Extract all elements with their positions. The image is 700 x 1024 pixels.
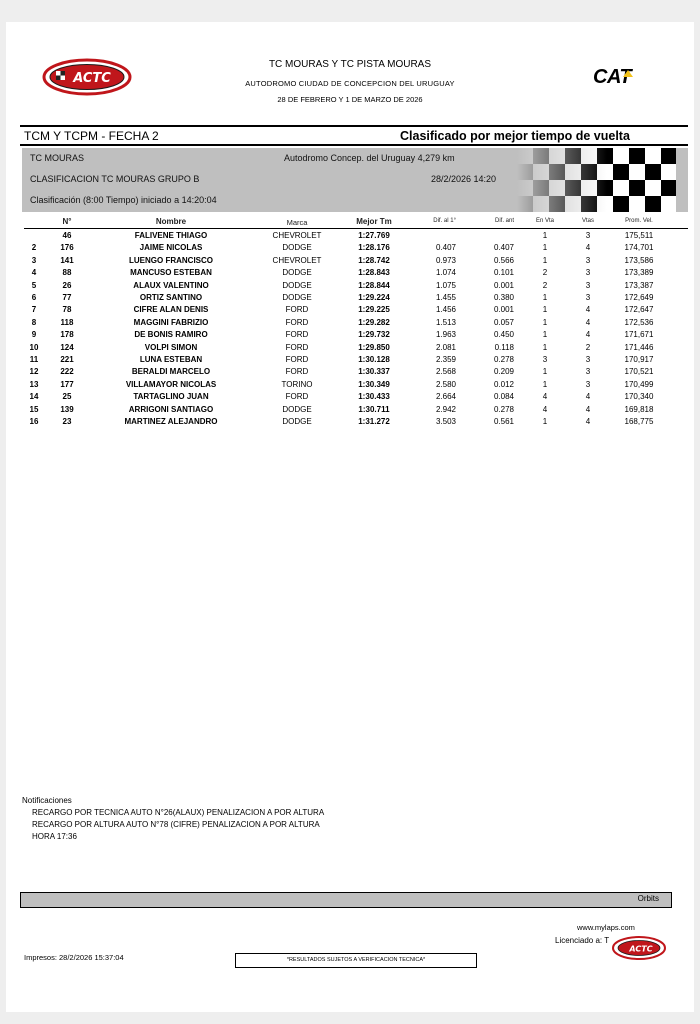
cell-name: TARTAGLINO JUAN <box>133 392 209 402</box>
venue: AUTODROMO CIUDAD DE CONCEPCION DEL URUGUAY <box>245 79 455 88</box>
cell-vtas: 3 <box>585 367 591 377</box>
table-row <box>6 268 694 280</box>
cell-dif1: 1.513 <box>435 317 456 327</box>
cell-pos: 8 <box>31 317 37 327</box>
cell-name: MARTINEZ ALEJANDRO <box>124 417 218 426</box>
cell-num: 25 <box>62 392 72 402</box>
svg-text:ACTC: ACTC <box>629 944 653 954</box>
cell-envta: 1 <box>542 417 548 426</box>
cell-difant: 0.407 <box>493 243 514 253</box>
cell-prom: 173,389 <box>624 268 654 278</box>
cell-name: FALIVENE THIAGO <box>134 231 208 240</box>
cell-vtas: 4 <box>585 330 591 340</box>
cell-prom: 175,511 <box>624 231 654 240</box>
licensed-to: Licenciado a: T <box>555 936 610 945</box>
cell-marca: DODGE <box>282 280 312 290</box>
cell-pos: 10 <box>29 342 39 352</box>
cell-marca: DODGE <box>282 293 312 302</box>
cell-num: 23 <box>62 417 72 426</box>
cell-dif1: 2.359 <box>435 355 456 364</box>
cell-pos: 3 <box>31 255 37 265</box>
cell-dif1: 1.963 <box>435 330 456 340</box>
cell-difant: 0.561 <box>493 417 514 426</box>
printed-timestamp: Impresos: 28/2/2026 15:37:04 <box>24 953 124 962</box>
cell-num: 118 <box>60 317 74 327</box>
cell-marca: CHEVROLET <box>272 255 322 265</box>
table-row <box>6 380 694 392</box>
table-row <box>6 417 694 429</box>
cell-marca: CHEVROLET <box>272 231 322 240</box>
cell-mejor: 1:30.711 <box>358 404 390 414</box>
cell-name: LUENGO FRANCISCO <box>129 255 213 265</box>
cell-dif1: 2.664 <box>435 392 456 402</box>
classification-type: Clasificado por mejor tiempo de vuelta <box>400 129 630 143</box>
col-dif1: Dif. al 1° <box>433 218 456 224</box>
cell-mejor: 1:30.349 <box>358 379 390 389</box>
cell-marca: FORD <box>285 355 309 364</box>
cell-dif1: 3.503 <box>435 417 456 426</box>
cell-mejor: 1:29.850 <box>358 342 390 352</box>
cell-vtas: 4 <box>585 317 591 327</box>
notification-line: RECARGO POR ALTURA AUTO N°78 (CIFRE) PENALIZACION A POR ALTURA <box>32 820 320 829</box>
cell-vtas: 2 <box>585 342 591 352</box>
table-row <box>6 293 694 305</box>
cell-prom: 168,775 <box>624 417 654 426</box>
cell-vtas: 3 <box>585 293 591 302</box>
cell-prom: 169,818 <box>624 404 654 414</box>
table-row <box>6 281 694 293</box>
cell-dif1: 1.074 <box>435 268 456 278</box>
cell-envta: 4 <box>542 404 548 414</box>
cell-mejor: 1:28.742 <box>358 255 390 265</box>
cell-dif1: 2.580 <box>435 379 456 389</box>
col-prom: Prom. Vel. <box>625 218 653 224</box>
cell-dif1: 2.942 <box>435 404 456 414</box>
cell-num: 178 <box>60 330 74 340</box>
svg-text:ACTC: ACTC <box>73 71 111 86</box>
session-title: TCM Y TCPM - FECHA 2 <box>24 129 159 143</box>
col-vtas: Vtas <box>581 218 594 224</box>
cell-vtas: 3 <box>585 231 591 240</box>
cell-marca: FORD <box>285 342 309 352</box>
disclaimer-box: *RESULTADOS SUJETOS A VERIFICACION TECNICA* <box>235 953 477 968</box>
cell-mejor: 1:29.732 <box>358 330 390 340</box>
cell-pos: 7 <box>31 305 37 315</box>
cell-envta: 3 <box>542 355 548 364</box>
cell-envta: 1 <box>542 342 548 352</box>
cell-prom: 174,701 <box>624 243 654 253</box>
cell-vtas: 3 <box>585 355 591 364</box>
cell-name: JAIME NICOLAS <box>139 243 203 253</box>
cell-marca: DODGE <box>282 404 312 414</box>
cell-num: 88 <box>62 268 72 278</box>
cell-name: MAGGINI FABRIZIO <box>133 317 209 327</box>
cell-prom: 170,499 <box>624 379 654 389</box>
cell-envta: 1 <box>542 305 548 315</box>
category-label: TC MOURAS <box>30 153 84 163</box>
cell-marca: TORINO <box>281 379 313 389</box>
cell-difant: 0.001 <box>493 305 514 315</box>
cell-mejor: 1:30.128 <box>358 355 390 364</box>
cell-num: 177 <box>60 379 74 389</box>
cell-prom: 170,917 <box>624 355 654 364</box>
cell-vtas: 4 <box>585 417 591 426</box>
cell-prom: 172,536 <box>624 317 654 327</box>
cell-num: 26 <box>62 280 72 290</box>
table-row <box>6 318 694 330</box>
event-title: TC MOURAS Y TC PISTA MOURAS <box>268 59 432 70</box>
cell-dif1: 2.081 <box>435 342 456 352</box>
col-num: N° <box>62 217 72 226</box>
cell-num: 77 <box>62 293 72 302</box>
col-marca: Marca <box>286 218 308 227</box>
cell-envta: 1 <box>542 255 548 265</box>
cell-name: MANCUSO ESTEBAN <box>130 268 212 278</box>
cell-name: VOLPI SIMON <box>144 342 198 352</box>
col-name: Nombre <box>155 217 187 226</box>
cell-pos: 12 <box>29 367 39 377</box>
col-mejor: Mejor Tm <box>356 217 392 226</box>
cell-num: 139 <box>60 404 74 414</box>
cell-vtas: 4 <box>585 305 591 315</box>
cell-mejor: 1:29.282 <box>358 317 390 327</box>
cell-mejor: 1:28.844 <box>358 280 390 290</box>
cell-prom: 170,521 <box>624 367 654 377</box>
cell-num: 141 <box>60 255 74 265</box>
session-datetime: 28/2/2026 14:20 <box>431 174 497 184</box>
col-envta: En Vta <box>535 218 554 224</box>
cell-vtas: 3 <box>585 280 591 290</box>
cell-mejor: 1:30.337 <box>358 367 390 377</box>
cell-difant: 0.012 <box>493 379 514 389</box>
cell-name: LUNA ESTEBAN <box>139 355 203 364</box>
checkered-flag-graphic <box>517 148 676 212</box>
cell-name: ORTIZ SANTINO <box>139 293 203 302</box>
cell-mejor: 1:27.769 <box>358 231 390 240</box>
cell-pos: 6 <box>31 293 37 302</box>
cell-difant: 0.118 <box>494 342 514 352</box>
cell-vtas: 4 <box>585 392 591 402</box>
table-row <box>6 343 694 355</box>
cell-pos: 13 <box>29 379 39 389</box>
header-rule <box>24 228 688 229</box>
cat-logo: CAT <box>593 66 632 88</box>
cell-envta: 4 <box>542 392 548 402</box>
cell-difant: 0.001 <box>493 280 514 290</box>
cell-name: CIFRE ALAN DENIS <box>133 305 209 315</box>
cell-pos: 9 <box>31 330 37 340</box>
cell-name: ALAUX VALENTINO <box>133 280 209 290</box>
cell-envta: 1 <box>542 317 548 327</box>
cell-envta: 2 <box>542 280 548 290</box>
cell-marca: FORD <box>285 392 309 402</box>
cell-envta: 1 <box>542 367 548 377</box>
cell-pos: 16 <box>29 417 39 426</box>
cell-num: 46 <box>62 231 72 240</box>
cell-difant: 0.278 <box>493 355 514 364</box>
cell-prom: 173,586 <box>624 255 654 265</box>
cell-name: ARRIGONI SANTIAGO <box>128 404 214 414</box>
cell-mejor: 1:31.272 <box>358 417 390 426</box>
cell-difant: 0.278 <box>493 404 514 414</box>
results-page <box>6 22 694 1012</box>
cell-prom: 173,387 <box>624 280 654 290</box>
cell-envta: 1 <box>542 379 548 389</box>
cell-mejor: 1:28.843 <box>358 268 390 278</box>
cell-dif1: 0.973 <box>435 255 456 265</box>
cell-pos: 2 <box>31 243 37 253</box>
cell-difant: 0.209 <box>493 367 514 377</box>
cell-difant: 0.380 <box>493 293 514 302</box>
notification-line: HORA 17:36 <box>32 832 77 841</box>
cat-logo-triangle <box>623 70 633 77</box>
cell-vtas: 3 <box>585 379 591 389</box>
table-row <box>6 355 694 367</box>
cell-marca: DODGE <box>282 417 312 426</box>
table-row <box>6 305 694 317</box>
cell-pos: 15 <box>29 404 39 414</box>
cell-prom: 172,647 <box>624 305 654 315</box>
title-top-rule <box>20 125 688 127</box>
cell-mejor: 1:29.224 <box>358 293 390 302</box>
table-row <box>6 367 694 379</box>
cell-dif1: 0.407 <box>435 243 456 253</box>
cell-difant: 0.566 <box>493 255 514 265</box>
table-row <box>6 256 694 268</box>
cell-marca: FORD <box>285 367 309 377</box>
cell-vtas: 3 <box>585 255 591 265</box>
cell-dif1: 1.456 <box>435 305 456 315</box>
actc-logo-small <box>612 936 666 960</box>
cell-prom: 171,671 <box>624 330 654 340</box>
session-info: Clasificación (8:00 Tiempo) iniciado a 14:20:04 <box>30 195 217 205</box>
cell-dif1: 2.568 <box>435 367 456 377</box>
cell-marca: FORD <box>285 317 309 327</box>
cell-mejor: 1:30.433 <box>358 392 390 402</box>
table-row <box>6 392 694 404</box>
table-row <box>6 405 694 417</box>
orbits-label: Orbits <box>637 894 659 903</box>
cell-marca: FORD <box>285 305 309 315</box>
cell-vtas: 3 <box>585 268 591 278</box>
cell-difant: 0.057 <box>493 317 514 327</box>
col-difant: Dif. ant <box>494 218 514 224</box>
cell-marca: FORD <box>285 330 309 340</box>
circuit-label: Autodromo Concep. del Uruguay 4,279 km <box>284 153 455 163</box>
table-row <box>6 243 694 255</box>
event-dates: 28 DE FEBRERO Y 1 DE MARZO DE 2026 <box>277 95 423 104</box>
cell-pos: 11 <box>29 355 39 364</box>
cell-pos: 14 <box>29 392 39 402</box>
cell-prom: 172,649 <box>624 293 654 302</box>
cell-name: BERALDI MARCELO <box>131 367 211 377</box>
cell-envta: 1 <box>542 330 548 340</box>
cell-num: 124 <box>60 342 74 352</box>
mylaps-link[interactable]: www.mylaps.com <box>577 923 635 932</box>
cell-mejor: 1:29.225 <box>358 305 390 315</box>
cell-envta: 1 <box>542 243 548 253</box>
cell-prom: 170,340 <box>624 392 654 402</box>
cell-marca: DODGE <box>282 243 312 253</box>
cell-num: 221 <box>60 355 74 364</box>
cell-name: DE BONIS RAMIRO <box>134 330 208 340</box>
cell-pos: 4 <box>31 268 37 278</box>
cell-envta: 2 <box>542 268 548 278</box>
cell-envta: 1 <box>542 293 548 302</box>
cell-name: VILLAMAYOR NICOLAS <box>125 379 217 389</box>
cell-num: 176 <box>60 243 74 253</box>
cell-num: 78 <box>62 305 72 315</box>
cell-difant: 0.084 <box>493 392 514 402</box>
cell-num: 222 <box>60 367 74 377</box>
cell-mejor: 1:28.176 <box>358 243 390 253</box>
cell-envta: 1 <box>542 231 548 240</box>
cell-marca: DODGE <box>282 268 312 278</box>
notification-line: RECARGO POR TECNICA AUTO N°26(ALAUX) PENALIZACION A POR ALTURA <box>32 808 325 817</box>
orbits-bar <box>20 892 672 908</box>
cell-vtas: 4 <box>585 404 591 414</box>
cell-vtas: 4 <box>585 243 591 253</box>
cell-dif1: 1.075 <box>435 280 456 290</box>
group-label: CLASIFICACION TC MOURAS GRUPO B <box>30 174 200 184</box>
title-bottom-rule <box>20 144 688 146</box>
cell-pos: 5 <box>31 280 37 290</box>
cell-dif1: 1.455 <box>435 293 456 302</box>
table-row <box>6 231 694 243</box>
cell-prom: 171,446 <box>624 342 654 352</box>
cell-difant: 0.450 <box>493 330 514 340</box>
cell-difant: 0.101 <box>493 268 514 278</box>
table-row <box>6 330 694 342</box>
notifications-title: Notificaciones <box>22 796 72 805</box>
